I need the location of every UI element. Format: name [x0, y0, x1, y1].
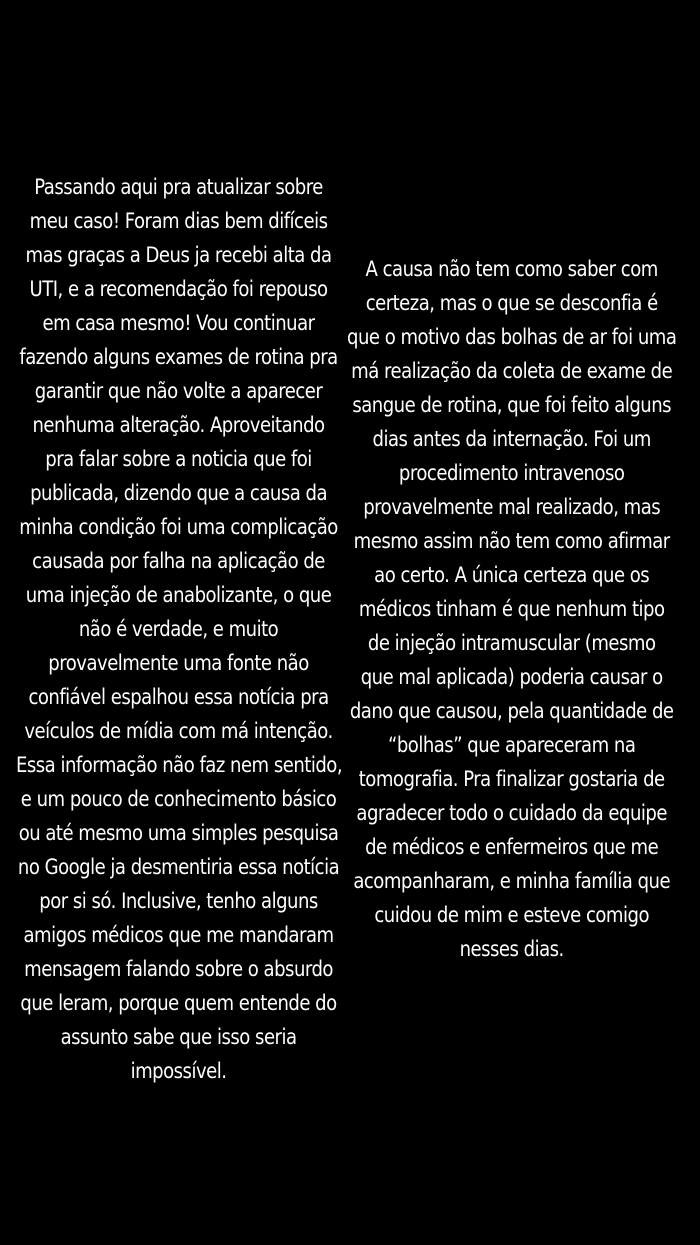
right-text-line: agradecer todo o cuidado da equipe [356, 801, 667, 825]
left-text-line: amigos médicos que me mandaram [23, 923, 334, 947]
right-text-line: acompanharam, e minha família que [353, 869, 671, 893]
left-text-line: Essa informação não faz nem sentido, [16, 753, 343, 777]
right-text-line: de médicos e enfermeiros que me [365, 835, 659, 859]
left-text-line: em casa mesmo! Vou continuar [42, 311, 315, 335]
right-text-line: mesmo assim não tem como afirmar [353, 529, 670, 553]
left-text-line: não é verdade, e muito [78, 617, 279, 641]
right-text-line: provavelmente mal realizado, mas [363, 495, 661, 519]
right-text-line: certeza, mas o que se desconfia é [365, 291, 658, 315]
left-text-line: provavelmente uma fonte não [48, 651, 309, 675]
left-text-line: publicada, dizendo que a causa da [30, 481, 327, 505]
left-text-line: uma injeção de anabolizante, o que [25, 583, 332, 607]
left-text-line: minha condição foi uma complicação [19, 515, 338, 539]
right-text-line: que o motivo das bolhas de ar foi uma [347, 325, 677, 349]
right-text-line: A causa não tem como saber com [365, 257, 658, 281]
left-text-line: mas graças a Deus ja recebi alta da [25, 243, 332, 267]
left-text-line: que leram, porque quem entende do [20, 991, 337, 1015]
left-text-line: no Google ja desmentiria essa notícia [17, 855, 340, 879]
right-text-line: que mal aplicada) poderia causar o [360, 665, 663, 689]
left-text-line: causada por falha na aplicação de [32, 549, 325, 573]
right-text-line: procedimento intravenoso [398, 461, 625, 485]
right-text-line: sangue de rotina, que foi feito alguns [352, 393, 672, 417]
left-text-line: impossível. [130, 1059, 227, 1083]
right-text-line: dano que causou, pela quantidade de [349, 699, 674, 723]
right-text-line: “bolhas” que apareceram na [387, 733, 636, 757]
left-text-line: garantir que não volte a aparecer [34, 379, 323, 403]
left-text-line: confiável espalhou essa notícia pra [28, 685, 329, 709]
right-text-line: ao certo. A única certeza que os [374, 563, 650, 587]
left-text-line: fazendo alguns exames de rotina pra [19, 345, 338, 369]
right-text-line: nesses dias. [459, 937, 564, 961]
right-text-line: dias antes da internação. Foi um [372, 427, 651, 451]
left-text-line: meu caso! Foram dias bem difíceis [29, 209, 328, 233]
left-text-line: ou até mesmo uma simples pesquisa [18, 821, 339, 845]
left-text-line: assunto sabe que isso seria [60, 1025, 297, 1049]
right-text-line: médicos tinham é que nenhum tipo [358, 597, 665, 621]
left-text-column [16, 170, 341, 1088]
right-text-line: de injeção intramuscular (mesmo [367, 631, 656, 655]
left-text-line: Passando aqui pra atualizar sobre [34, 175, 323, 199]
right-text-column [347, 252, 676, 966]
left-text-line: nenhuma alteração. Aproveitando [32, 413, 325, 437]
left-text-line: mensagem falando sobre o absurdo [24, 957, 333, 981]
right-text-line: tomografia. Pra finalizar gostaria de [358, 767, 665, 791]
left-text-line: pra falar sobre a noticia que foi [45, 447, 312, 471]
left-text-line: e um pouco de conhecimento básico [20, 787, 337, 811]
left-text-line: veículos de mídia com má intenção. [24, 719, 333, 743]
left-text-line: por si só. Inclusive, tenho alguns [39, 889, 318, 913]
right-text-line: cuidou de mim e esteve comigo [374, 903, 649, 927]
left-text-line: UTI, e a recomendação foi repouso [29, 277, 328, 301]
right-text-line: má realização da coleta de exame de [351, 359, 673, 383]
